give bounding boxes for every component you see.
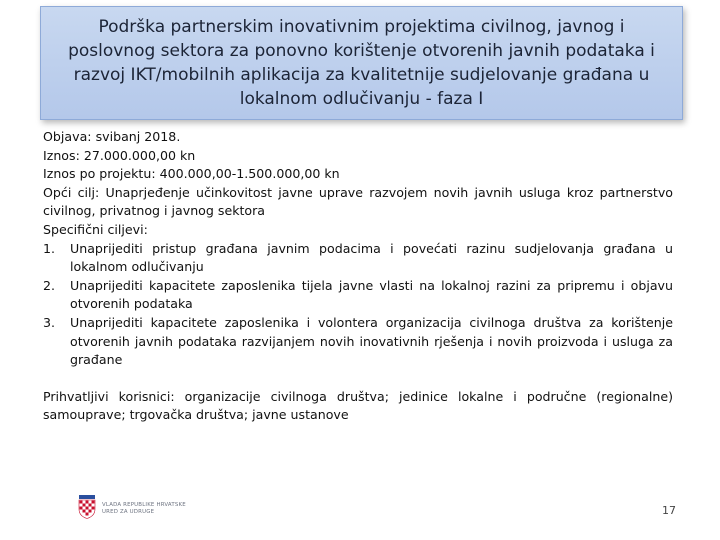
specificni-ciljevi-list bbox=[43, 240, 673, 370]
specificni-ciljevi-heading: Specifični ciljevi: bbox=[43, 221, 148, 237]
objava-label: Objava: bbox=[43, 129, 92, 144]
iznos-value: 27.000.000,00 kn bbox=[83, 147, 196, 163]
footer-org-name bbox=[102, 502, 186, 515]
list-item-text: Unaprijediti kapacitete zaposlenika tijela javne vlasti na lokalnoj razini za pripremu i objavu otvorenih podataka bbox=[70, 277, 673, 312]
iznos-label: Iznos: bbox=[43, 147, 80, 163]
list-item bbox=[43, 240, 673, 277]
list-item-number: 2. bbox=[43, 277, 56, 293]
prihvatljivi-korisnici-label: Prihvatljivi korisnici: bbox=[43, 388, 175, 404]
opci-cilj-label: Opći cilj: bbox=[43, 184, 100, 200]
list-item-number: 3. bbox=[43, 314, 56, 330]
spacer bbox=[43, 370, 673, 388]
footer-org-line2: URED ZA UDRUGE bbox=[102, 508, 155, 515]
croatian-coat-of-arms-icon bbox=[78, 495, 96, 519]
slide-content bbox=[43, 128, 673, 425]
opci-cilj-value: Unaprjeđenje učinkovitost javne uprave razvojem novih javnih usluga kroz partnerstvo civilnog, privatnog i javnog sektora bbox=[43, 184, 673, 219]
prihvatljivi-korisnici-value: organizacije civilnoga društva; jedinice lokalne i područne (regionalne) samouprave; trgovačka društva; javne ustanove bbox=[43, 388, 673, 423]
list-item-number: 1. bbox=[43, 240, 56, 256]
iznos-line bbox=[43, 147, 673, 166]
iznos-po-projektu-value: 400.000,00-1.500.000,00 kn bbox=[159, 166, 340, 182]
iznos-po-projektu-line bbox=[43, 165, 673, 184]
slide-title: Podrška partnerskim inovativnim projektima civilnog, javnog i poslovnog sektora za ponovno korištenje otvorenih javnih podataka i razvoj IKT/mobilnih aplikacija za kvalitetnije sudjelovanje građana u lokalnom odlučivanju - faza I bbox=[68, 17, 655, 109]
page-number: 17 bbox=[662, 504, 676, 517]
list-item bbox=[43, 314, 673, 370]
list-item-text: Unaprijediti kapacitete zaposlenika i volontera organizacija civilnoga društva za korištenje otvorenih javnih podataka razvijanjem novih inovativnih rješenja i novih proizvoda i usluga za građane bbox=[70, 314, 673, 368]
opci-cilj-line bbox=[43, 184, 673, 221]
objava-value: svibanj 2018. bbox=[95, 129, 181, 144]
prihvatljivi-korisnici-line bbox=[43, 388, 673, 425]
list-item bbox=[43, 277, 673, 314]
title-box bbox=[40, 6, 683, 120]
iznos-po-projektu-label: Iznos po projektu: bbox=[43, 166, 156, 182]
list-item-text: Unaprijediti pristup građana javnim podacima i povećati razinu sudjelovanja građana u lokalnom odlučivanju bbox=[70, 240, 673, 275]
objava-line bbox=[43, 128, 673, 147]
footer-org-line1: VLADA REPUBLIKE HRVATSKE bbox=[102, 502, 186, 508]
